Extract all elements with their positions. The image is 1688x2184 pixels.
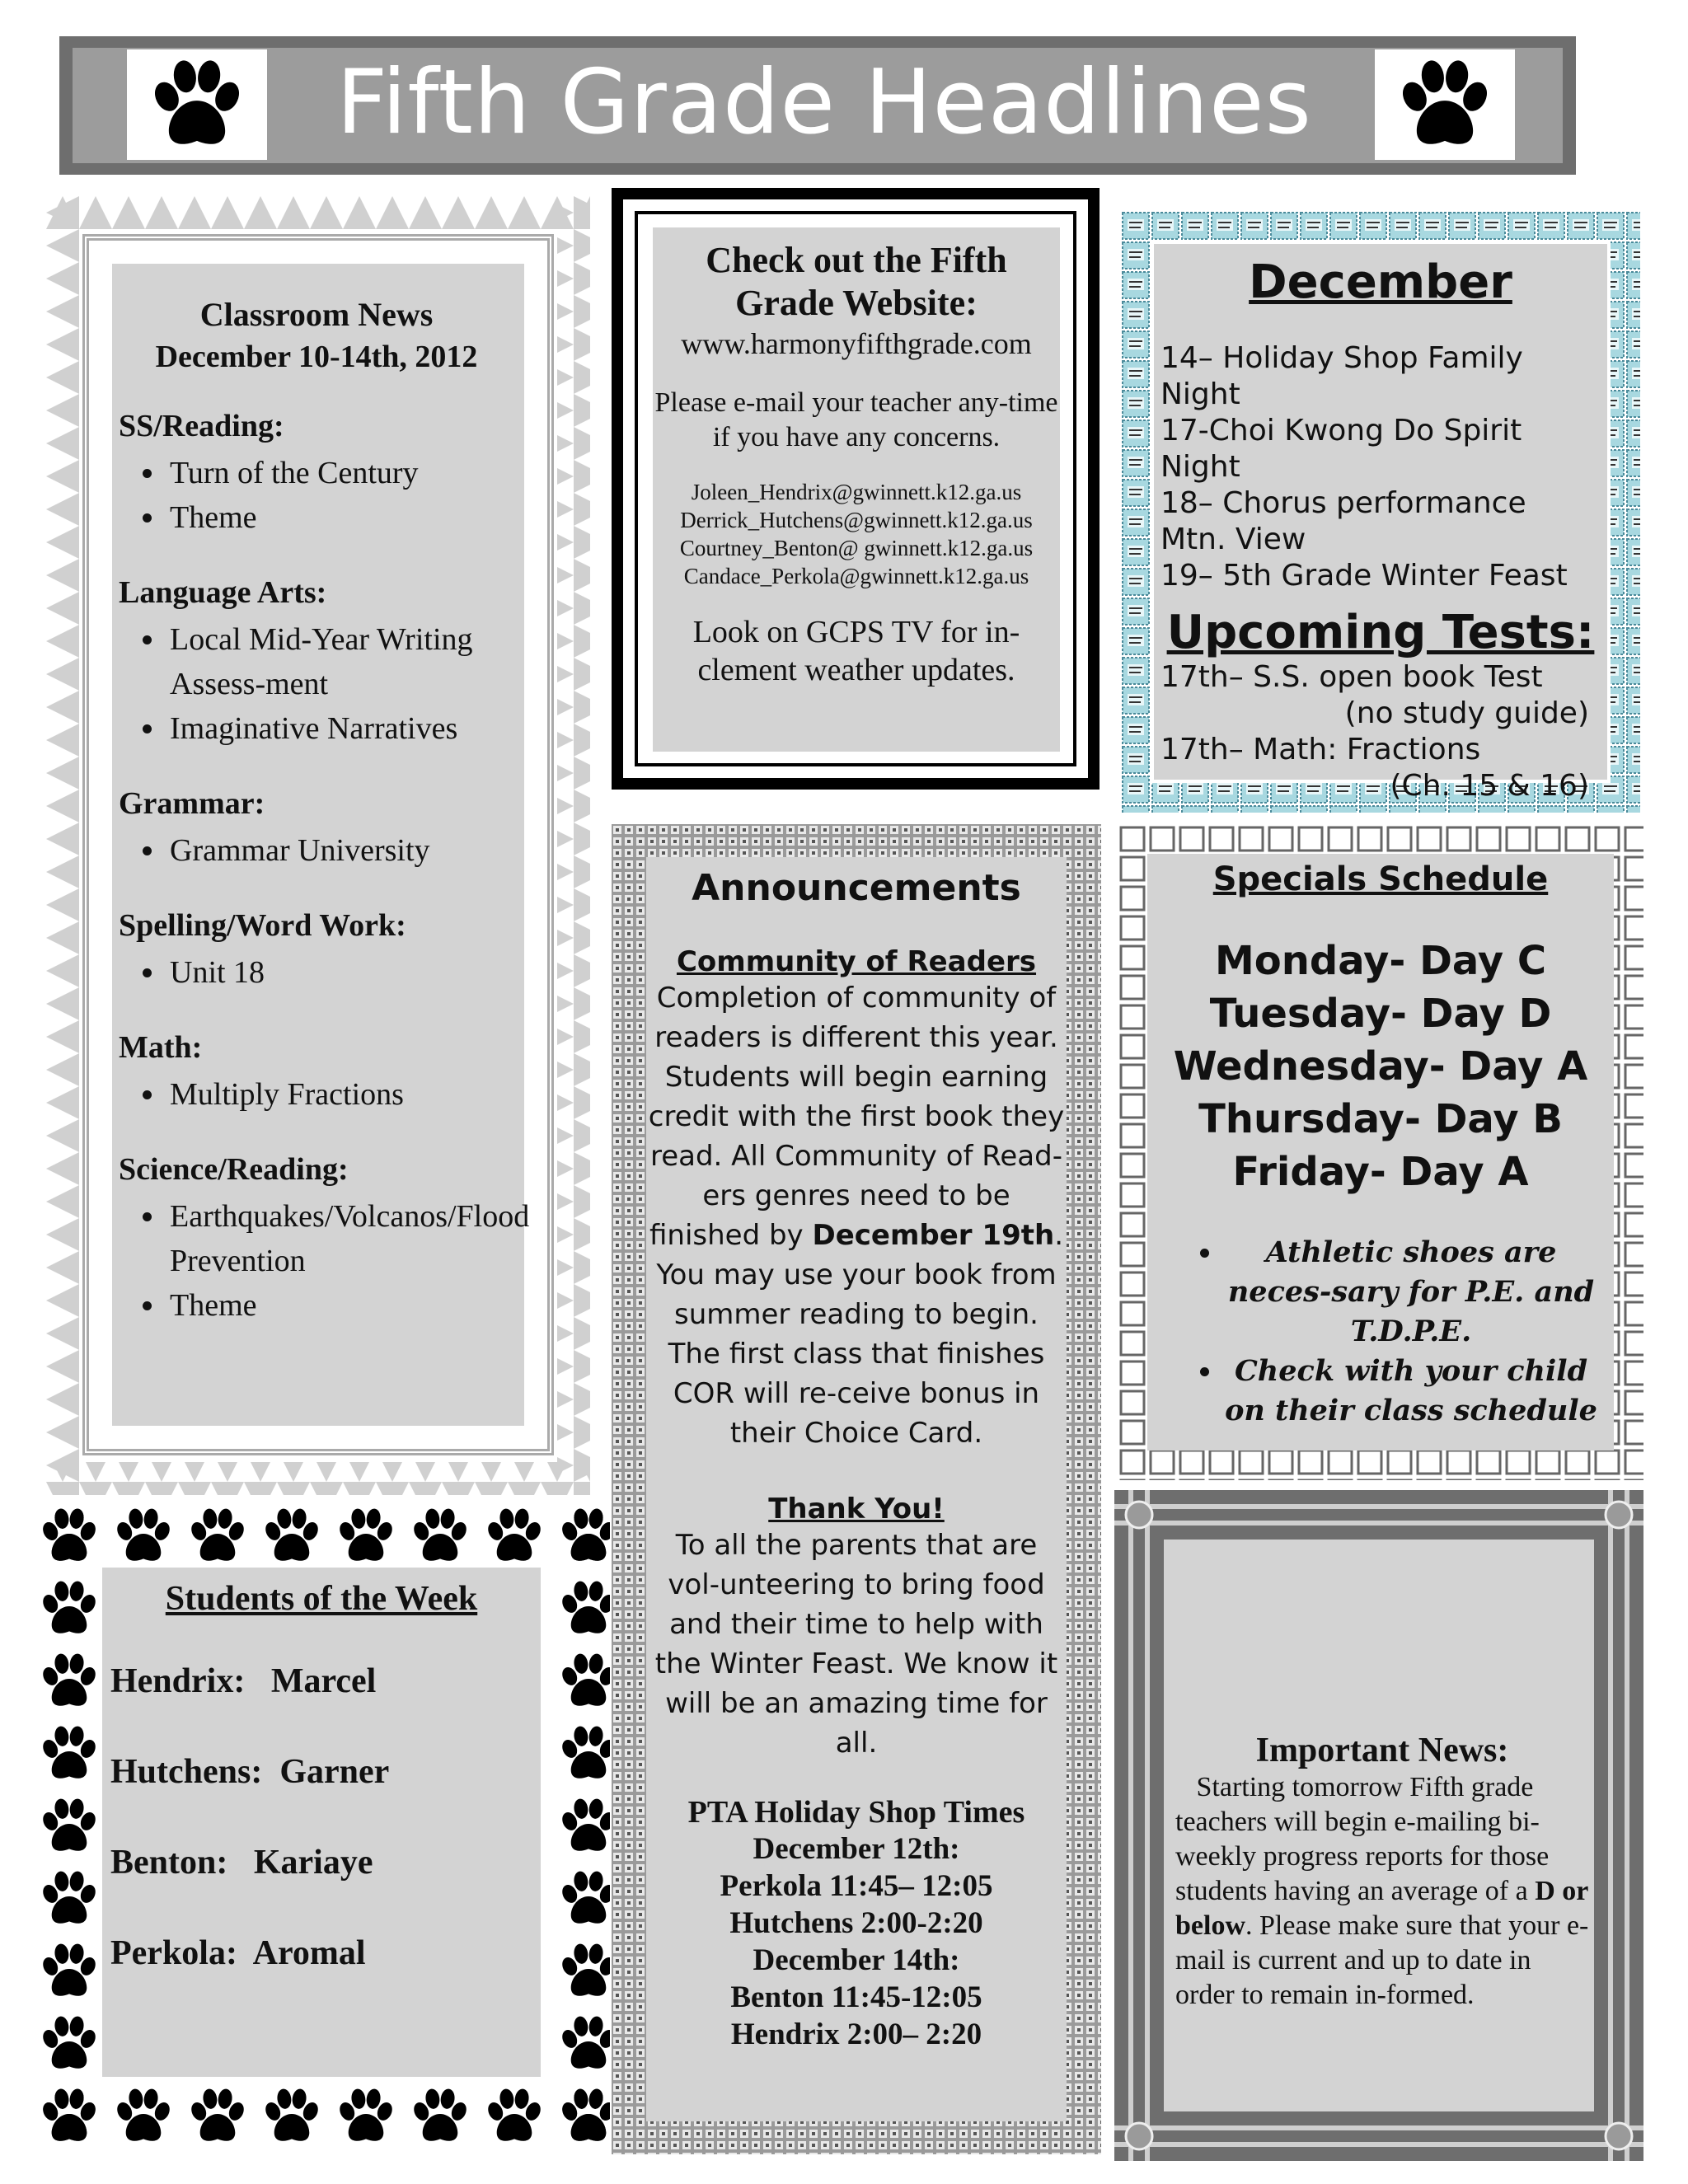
students-of-week-panel	[102, 1568, 541, 2077]
student-row: Perkola: Aromal	[110, 1934, 366, 1972]
list-item: • Imaginative Narratives	[166, 706, 514, 751]
event-item: 18– Chorus performance Mtn. View	[1160, 486, 1526, 556]
classroom-news-title: Classroom News	[199, 296, 434, 333]
test-item: 17th– Math: Fractions (Ch. 15 & 16)	[1160, 733, 1589, 803]
students-of-week-title: Students of the Week	[165, 1580, 478, 1618]
list-item: • Theme	[166, 1283, 514, 1328]
classroom-news-list	[119, 950, 514, 995]
thank-you-title: Thank You!	[768, 1493, 945, 1526]
list-item: • Local Mid-Year Writing Assess-ment	[166, 617, 514, 706]
list-item: • Earthquakes/Volcanos/Flood Prevention	[166, 1194, 514, 1283]
website-email-note: Please e-mail your teacher any-time if you have any concerns.	[654, 387, 1058, 452]
classroom-news-list	[119, 828, 514, 873]
specials-days	[1147, 935, 1614, 1198]
list-item: • Turn of the Century	[166, 451, 514, 495]
list-item: • Grammar University	[166, 828, 514, 873]
pta-times: December 12th: Perkola 11:45– 12:05 Hutchens 2:00-2:20 December 14th: Benton 11:45-12:05 Hendrix 2:00– 2:20	[720, 1832, 993, 2051]
list-item: • Unit 18	[166, 950, 514, 995]
list-item: • Multiply Fractions	[166, 1072, 514, 1117]
classroom-news-heading: Math:	[119, 1030, 203, 1065]
classroom-news-heading: Grammar:	[119, 786, 265, 821]
classroom-news-sections	[119, 408, 530, 1328]
website-url[interactable]: www.harmonyfifthgrade.com	[681, 327, 1032, 360]
classroom-news-heading: Spelling/Word Work:	[119, 908, 406, 943]
thank-you-body: To all the parents that are vol-unteering to bring food and their time to help with the Winter Feast. We know it will be an amazing time for all.	[654, 1529, 1058, 1760]
page-title: Fifth Grade Headlines	[336, 51, 1312, 154]
student-row: Benton: Kariaye	[110, 1844, 373, 1882]
classroom-news-date: December 10-14th, 2012	[155, 340, 478, 374]
website-title: Check out the Fifth Grade Website:	[706, 240, 1007, 323]
important-news-body: Starting tomorrow Fifth grade teachers will begin e-mailing bi-weekly progress reports for those students having an average of a D or below. Please make sure that your e-mail is current and up to date in order to remain in-formed.	[1175, 1772, 1589, 2010]
announcements-panel	[646, 857, 1067, 2121]
teacher-email[interactable]: Candace_Perkola@gwinnett.k12.ga.us	[683, 564, 1029, 588]
classroom-news-heading: SS/Reading:	[119, 409, 284, 443]
special-day: Thursday- Day B	[1198, 1096, 1563, 1142]
classroom-news-heading: Language Arts:	[119, 575, 327, 610]
teacher-email[interactable]: Courtney_Benton@ gwinnett.k12.ga.us	[679, 536, 1034, 560]
december-title: December	[1249, 255, 1512, 309]
special-day: Wednesday- Day A	[1173, 1043, 1588, 1090]
teacher-email[interactable]: Derrick_Hutchens@gwinnett.k12.ga.us	[680, 508, 1033, 532]
classroom-news-panel	[112, 264, 530, 1426]
event-item: 19– 5th Grade Winter Feast	[1160, 559, 1568, 593]
classroom-news-list	[119, 617, 514, 751]
important-news-title: Important News:	[1255, 1732, 1509, 1769]
teacher-email[interactable]: Joleen_Hendrix@gwinnett.k12.ga.us	[691, 480, 1022, 504]
important-news-panel	[1164, 1540, 1594, 2111]
specials-title: Specials Schedule	[1212, 860, 1549, 898]
community-readers-title: Community of Readers	[676, 945, 1037, 978]
classroom-news-list	[119, 451, 514, 540]
paw-print-icon	[127, 49, 267, 160]
gcps-weather-note: Look on GCPS TV for in-clement weather updates.	[692, 615, 1020, 687]
website-panel	[653, 227, 1060, 752]
student-row: Hutchens: Garner	[110, 1753, 390, 1791]
student-row: Hendrix: Marcel	[110, 1662, 377, 1700]
classroom-news-list	[119, 1194, 530, 1328]
special-day: Tuesday- Day D	[1209, 991, 1552, 1037]
december-panel	[1154, 244, 1607, 803]
upcoming-tests-title: Upcoming Tests:	[1166, 606, 1595, 659]
specials-notes	[1147, 1233, 1614, 1431]
teacher-email-list	[653, 478, 1060, 590]
event-item: 14– Holiday Shop Family Night	[1160, 341, 1523, 411]
classroom-news-list	[119, 1072, 514, 1117]
special-day: Monday- Day C	[1214, 938, 1547, 984]
community-readers-body: Completion of community of readers is different this year. Students will begin earning credit with the first book they read. All Community of Read-ers genres need to be finished by December 19th. You may use your book from summer reading to begin. The first class that finishes COR will re-ceive bonus in their Choice Card.	[648, 982, 1065, 1450]
pta-title: PTA Holiday Shop Times	[687, 1795, 1025, 1830]
classroom-news-heading: Science/Reading:	[119, 1152, 349, 1187]
december-events	[1160, 340, 1601, 594]
special-note: • Athletic shoes are neces-sary for P.E. and T.D.P.E.	[1223, 1233, 1599, 1352]
specials-panel	[1147, 854, 1614, 1451]
list-item: • Theme	[166, 495, 514, 540]
special-day: Friday- Day A	[1232, 1149, 1529, 1195]
special-note: • Check with your child on their class schedule	[1223, 1352, 1599, 1431]
test-item: 17th– S.S. open book Test (no study guide)	[1160, 660, 1589, 730]
event-item: 17-Choi Kwong Do Spirit Night	[1160, 414, 1522, 484]
announcements-title: Announcements	[692, 867, 1021, 909]
